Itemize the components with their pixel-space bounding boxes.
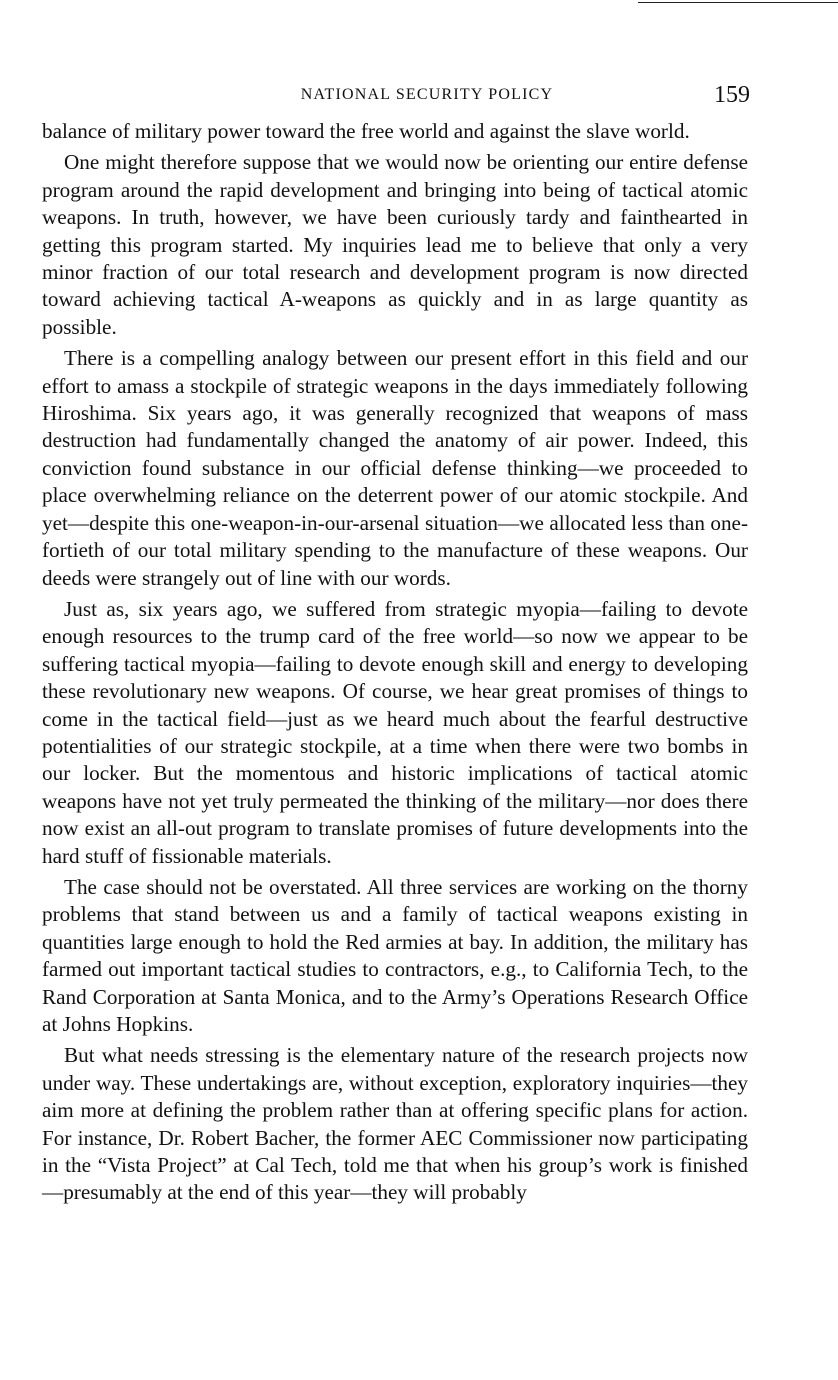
paragraph: One might therefore suppose that we would now be orienting our entire defense program around the rapid development and bringing into being of tactical atomic weapons. In truth, however, we have been curiously tardy and fainthearted in getting this program started. My inquiries lead me to believe that only a very minor fraction of our total research and development program is now directed toward achieving tactical A-weapons as quickly and in as large quantity as possible. bbox=[42, 150, 748, 339]
running-head bbox=[44, 82, 750, 116]
paragraph: There is a compelling analogy between our present effort in this field and our effort to amass a stockpile of strategic weapons in the days immediately following Hiroshima. Six years ago, it was generally recognized that weapons of mass destruction had fundamentally changed the anatomy of air power. Indeed, this conviction found substance in our official defense thinking—we proceeded to place overwhelming reliance on the deterrent power of our atomic stockpile. And yet—despite this one-weapon-in-our-arsenal situation—we allocated less than one-fortieth of our total military spending to the manufacture of these weapons. Our deeds were strangely out of line with our words. bbox=[42, 346, 748, 590]
paragraph: The case should not be overstated. All three services are working on the thorny problems that stand between us and a family of tactical weapons existing in quantities large enough to hold the Red armies at bay. In addition, the military has farmed out important tactical studies to contractors, e.g., to California Tech, to the Rand Corporation at Santa Monica, and to the Army’s Operations Research Office at Johns Hopkins. bbox=[42, 874, 748, 1036]
running-title: NATIONAL SECURITY POLICY bbox=[300, 86, 554, 103]
paragraph-continued: balance of military power toward the free world and against the slave world. bbox=[42, 119, 690, 143]
paragraph: But what needs stressing is the elementary nature of the research projects now under way. These undertakings are, without exception, exploratory inquiries—they aim more at defining the problem rather than at offering specific plans for action. For instance, Dr. Robert Bacher, the former AEC Commissioner now participating in the “Vista Project” at Cal Tech, told me that when his group’s work is finished—presumably at the end of this year—they will probably bbox=[42, 1043, 748, 1205]
body-text bbox=[42, 118, 748, 1211]
page-number: 159 bbox=[714, 82, 750, 108]
top-edge-rule bbox=[638, 2, 838, 3]
paragraph: Just as, six years ago, we suffered from strategic myopia—failing to devote enough resources to the trump card of the free world—so now we appear to be suffering tactical myopia—failing to devote enough skill and energy to developing these revolutionary new weapons. Of course, we hear great promises of things to come in the tactical field—just as we heard much about the fearful destructive potentialities of our strategic stockpile, at a time when there were two bombs in our locker. But the momentous and historic implications of tactical atomic weapons have not yet truly permeated the thinking of the military—nor does there now exist an all-out program to translate promises of future developments into the hard stuff of fissionable materials. bbox=[42, 596, 748, 868]
